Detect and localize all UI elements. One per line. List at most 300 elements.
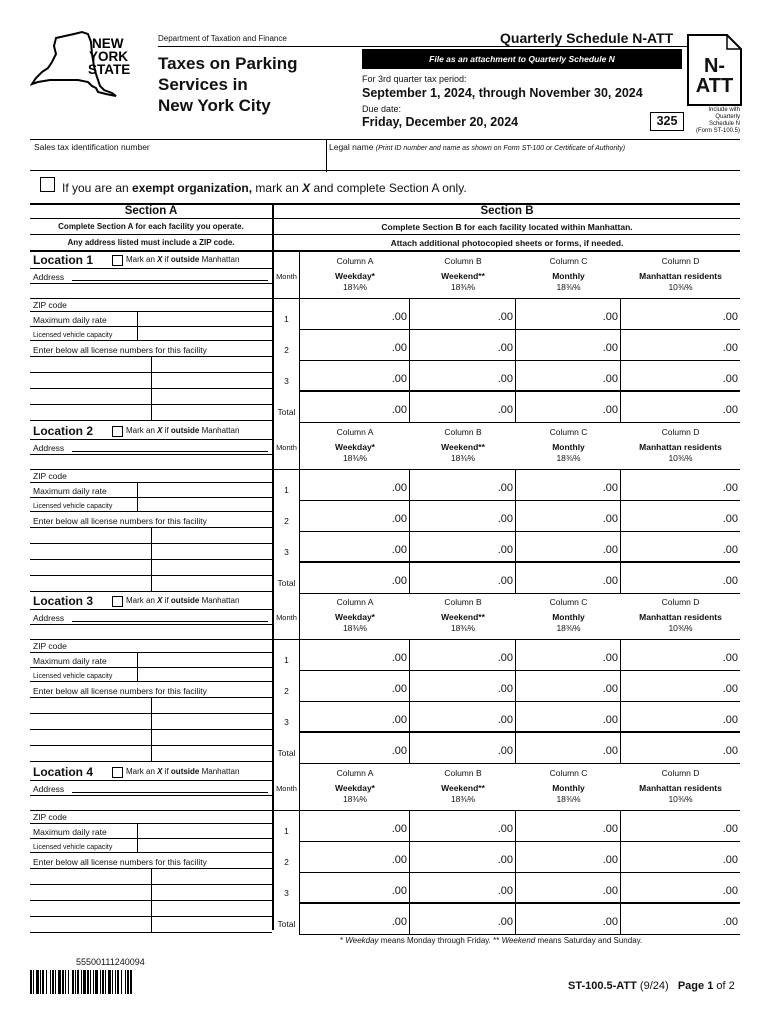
- outside-label-bold: outside: [170, 255, 200, 264]
- license-number-row[interactable]: [30, 698, 272, 714]
- amount-cell[interactable]: .00: [621, 532, 740, 563]
- period-label: For 3rd quarter tax period:: [362, 74, 467, 84]
- column-name: Column A: [336, 597, 374, 607]
- column-name: Column B: [444, 427, 482, 437]
- max-daily-rate-field[interactable]: [30, 483, 272, 498]
- vehicle-capacity-label: Licensed vehicle capacity: [33, 673, 113, 680]
- address-label: Address: [33, 443, 65, 453]
- barcode-bar: [55, 970, 56, 994]
- barcode-bar: [125, 970, 126, 994]
- outside-label-mid: if: [162, 596, 171, 605]
- barcode-bar: [90, 970, 91, 994]
- month-label: 2: [274, 842, 300, 873]
- max-daily-rate-input[interactable]: [137, 653, 138, 667]
- barcode-bar: [40, 970, 41, 994]
- outside-manhattan-checkbox[interactable]: [112, 426, 123, 437]
- column-rate: 18⅜%: [450, 794, 476, 804]
- amount-cell[interactable]: .00: [410, 671, 516, 702]
- barcode-bar: [112, 970, 113, 994]
- column-type: Manhattan residents: [639, 612, 722, 622]
- month-row: [274, 532, 740, 563]
- exempt-text-suffix: and complete Section A only.: [310, 181, 467, 195]
- column-rate: 10⅜%: [668, 794, 693, 804]
- barcode-bar: [77, 970, 79, 994]
- amount-cell[interactable]: .00: [410, 733, 516, 764]
- footnote-weekday-def: means Monday through Friday.: [378, 936, 494, 945]
- column-header: [621, 592, 740, 640]
- license-row-divider: [151, 544, 152, 560]
- vehicle-capacity-field[interactable]: [30, 327, 272, 341]
- column-header: [621, 763, 740, 811]
- attachment-banner: File as an attachment to Quarterly Schedule N: [362, 49, 682, 69]
- barcode-bar: [130, 970, 132, 994]
- footnote-weekend-def: means Saturday and Sunday.: [535, 936, 643, 945]
- column-header: [410, 763, 516, 811]
- max-daily-rate-field[interactable]: [30, 312, 272, 327]
- outside-label-suffix: Manhattan: [199, 426, 240, 435]
- barcode-bar: [62, 970, 64, 994]
- month-row: [274, 702, 740, 733]
- column-rate: 10⅜%: [668, 623, 693, 633]
- address-field-line-2[interactable]: [30, 625, 272, 639]
- license-row-divider: [151, 576, 152, 592]
- amount-cell[interactable]: .00: [621, 640, 740, 671]
- column-type: Manhattan residents: [639, 442, 722, 452]
- footnote-weekday: Weekday: [345, 936, 379, 945]
- amount-cell[interactable]: .00: [300, 532, 410, 563]
- location-title: Location 3: [33, 594, 94, 608]
- amount-cell[interactable]: .00: [621, 299, 740, 330]
- outside-label-bold: outside: [170, 767, 200, 776]
- month-label: 2: [274, 501, 300, 532]
- exempt-text-x: X: [302, 181, 311, 195]
- column-header: [300, 592, 410, 640]
- license-row-divider: [151, 885, 152, 901]
- barcode-bar: [121, 970, 122, 994]
- barcode-bar: [95, 970, 98, 994]
- column-type: Weekend**: [441, 442, 485, 452]
- month-label: 2: [274, 330, 300, 361]
- vehicle-capacity-field[interactable]: [30, 498, 272, 512]
- barcode-bar: [46, 970, 47, 994]
- include-note-line-1: Include with: [708, 107, 740, 113]
- max-daily-rate-field[interactable]: [30, 653, 272, 668]
- license-note-label: Enter below all license numbers for this facility: [33, 345, 207, 355]
- license-note-label: Enter below all license numbers for this facility: [33, 686, 207, 696]
- month-label: 1: [274, 470, 300, 501]
- license-row-divider: [151, 917, 152, 933]
- corner-label-line-1: N-: [703, 55, 726, 77]
- location-block: [30, 763, 740, 934]
- address-label: Address: [33, 613, 65, 623]
- amount-cell[interactable]: .00: [300, 470, 410, 501]
- max-daily-rate-label: Maximum daily rate: [33, 315, 107, 325]
- header-rule: [158, 46, 688, 47]
- amount-cell[interactable]: .00: [300, 811, 410, 842]
- legal-name-label: Legal name: [329, 142, 374, 152]
- column-rate: 18⅜%: [556, 453, 581, 463]
- barcode-bar: [83, 970, 86, 994]
- schedule-title: Quarterly Schedule N-ATT: [500, 30, 674, 46]
- form-revision: (9/24): [636, 980, 669, 992]
- column-rate: 18⅜%: [556, 623, 581, 633]
- vehicle-capacity-field[interactable]: [30, 839, 272, 853]
- address-field[interactable]: [30, 780, 272, 796]
- footnote-weekend: Weekend: [501, 936, 536, 945]
- column-header: [300, 422, 410, 470]
- month-header: Month: [274, 251, 300, 299]
- barcode-bar: [30, 970, 32, 994]
- zip-code-field[interactable]: [30, 298, 272, 312]
- section-b-instruction-2: Attach additional photocopied sheets or forms, if needed.: [274, 234, 740, 251]
- license-row-divider: [151, 730, 152, 746]
- address-label: Address: [33, 272, 65, 282]
- amount-cell[interactable]: .00: [410, 501, 516, 532]
- license-row-divider: [151, 405, 152, 421]
- section-b-instruction-1: Complete Section B for each facility located within Manhattan.: [274, 218, 740, 235]
- vehicle-capacity-input[interactable]: [137, 327, 138, 340]
- license-number-row[interactable]: [30, 730, 272, 746]
- location-section-b: [274, 251, 740, 422]
- column-type: Manhattan residents: [639, 271, 722, 281]
- zip-code-field[interactable]: [30, 469, 272, 483]
- amount-cell[interactable]: .00: [516, 470, 621, 501]
- outside-manhattan-checkbox[interactable]: [112, 767, 123, 778]
- amount-cell[interactable]: .00: [516, 392, 621, 423]
- month-row: [274, 501, 740, 532]
- license-number-row[interactable]: [30, 869, 272, 885]
- month-header: Month: [274, 763, 300, 811]
- amount-cell[interactable]: .00: [410, 640, 516, 671]
- form-id: ST-100.5-ATT: [568, 980, 637, 992]
- outside-manhattan-label: [126, 426, 239, 435]
- license-number-row[interactable]: [30, 576, 272, 592]
- location-section-a: [30, 763, 272, 934]
- outside-label-prefix: Mark an: [126, 767, 158, 776]
- amount-cell[interactable]: .00: [516, 299, 621, 330]
- column-type: Weekday*: [334, 612, 375, 622]
- column-name: Column D: [661, 597, 700, 607]
- amount-cell[interactable]: .00: [621, 361, 740, 392]
- address-field[interactable]: [30, 439, 272, 455]
- page-number: 1: [707, 980, 714, 992]
- barcode-bar: [36, 970, 39, 994]
- vehicle-capacity-field[interactable]: [30, 668, 272, 682]
- barcode-bar: [33, 970, 34, 994]
- license-number-row[interactable]: [30, 901, 272, 917]
- month-row: [274, 299, 740, 330]
- license-number-row[interactable]: [30, 528, 272, 544]
- amount-cell[interactable]: .00: [621, 811, 740, 842]
- max-daily-rate-input[interactable]: [137, 824, 138, 838]
- section-b-title: Section B: [274, 203, 740, 218]
- vehicle-capacity-input[interactable]: [137, 498, 138, 511]
- column-header: [516, 251, 621, 299]
- column-name: Column C: [549, 597, 588, 607]
- license-number-row[interactable]: [30, 885, 272, 901]
- amount-cell[interactable]: .00: [621, 501, 740, 532]
- amount-cell[interactable]: .00: [621, 330, 740, 361]
- column-type: Weekday*: [334, 442, 375, 452]
- amount-cell[interactable]: .00: [621, 392, 740, 423]
- vehicle-capacity-label: Licensed vehicle capacity: [33, 844, 113, 851]
- amount-cell[interactable]: .00: [621, 702, 740, 733]
- amount-cell[interactable]: .00: [516, 501, 621, 532]
- barcode-bar: [65, 970, 66, 994]
- column-rate: 18⅜%: [450, 453, 476, 463]
- total-label: Total: [274, 392, 300, 423]
- exempt-text-prefix: If you are an: [62, 181, 133, 195]
- outside-manhattan-checkbox[interactable]: [112, 596, 123, 607]
- column-header: [621, 251, 740, 299]
- amount-cell[interactable]: .00: [621, 873, 740, 904]
- vehicle-capacity-input[interactable]: [137, 839, 138, 852]
- license-row-divider: [151, 389, 152, 405]
- month-row: [274, 330, 740, 361]
- max-daily-rate-input[interactable]: [137, 483, 138, 497]
- license-row-divider: [151, 869, 152, 885]
- amount-cell[interactable]: .00: [621, 904, 740, 935]
- due-date-label: Due date:: [362, 104, 402, 114]
- amount-cell[interactable]: .00: [300, 392, 410, 423]
- address-field[interactable]: [30, 268, 272, 284]
- amount-cell[interactable]: .00: [516, 361, 621, 392]
- column-name: Column B: [444, 256, 482, 266]
- outside-label-x: X: [157, 596, 163, 605]
- column-type: Manhattan residents: [639, 783, 722, 793]
- barcode-bar: [87, 970, 89, 994]
- license-number-row[interactable]: [30, 373, 272, 389]
- column-rate: 18⅜%: [556, 282, 581, 292]
- logo-text-line-1: NEW: [92, 36, 124, 51]
- license-number-row[interactable]: [30, 544, 272, 560]
- include-note: [688, 107, 740, 135]
- column-type: Weekday*: [334, 271, 375, 281]
- column-type: Monthly: [552, 783, 585, 793]
- amount-cell[interactable]: .00: [300, 501, 410, 532]
- new-york-state-logo: [30, 30, 155, 98]
- max-daily-rate-label: Maximum daily rate: [33, 656, 107, 666]
- amount-cell[interactable]: .00: [300, 733, 410, 764]
- amount-cell[interactable]: .00: [516, 330, 621, 361]
- license-number-row[interactable]: [30, 714, 272, 730]
- amount-cell[interactable]: .00: [410, 873, 516, 904]
- vehicle-capacity-label: Licensed vehicle capacity: [33, 503, 113, 510]
- amount-cell[interactable]: .00: [516, 532, 621, 563]
- column-header: [410, 251, 516, 299]
- amount-cell[interactable]: .00: [410, 532, 516, 563]
- license-row-divider: [151, 746, 152, 762]
- column-name: Column D: [661, 768, 700, 778]
- amount-cell[interactable]: .00: [410, 392, 516, 423]
- title-line-2: Services in: [158, 75, 248, 94]
- amount-cell[interactable]: .00: [300, 842, 410, 873]
- sales-tax-id-field[interactable]: Sales tax identification number: [34, 142, 150, 152]
- amount-cell[interactable]: .00: [410, 470, 516, 501]
- month-row: [274, 842, 740, 873]
- location-block: [30, 592, 740, 763]
- max-daily-rate-input[interactable]: [137, 312, 138, 326]
- column-header: [621, 422, 740, 470]
- amount-cell[interactable]: .00: [410, 361, 516, 392]
- column-type: Weekend**: [441, 612, 485, 622]
- zip-code-field[interactable]: [30, 810, 272, 824]
- column-type: Weekday*: [334, 783, 375, 793]
- barcode-bar: [72, 970, 74, 994]
- location-title: Location 4: [33, 765, 94, 779]
- outside-label-mid: if: [162, 426, 171, 435]
- amount-cell[interactable]: .00: [300, 563, 410, 594]
- month-label: 3: [274, 873, 300, 904]
- location-block: [30, 251, 740, 422]
- include-note-line-2: Quarterly: [715, 114, 740, 120]
- location-section-a: [30, 592, 272, 763]
- outside-label-x: X: [157, 255, 163, 264]
- barcode-bar: [102, 970, 104, 994]
- amount-cell[interactable]: .00: [516, 563, 621, 594]
- amount-cell[interactable]: .00: [516, 904, 621, 935]
- column-name: Column D: [661, 427, 700, 437]
- amount-cell[interactable]: .00: [621, 470, 740, 501]
- max-daily-rate-field[interactable]: [30, 824, 272, 839]
- total-row: [274, 733, 740, 764]
- total-row: [274, 563, 740, 594]
- amount-cell[interactable]: .00: [410, 299, 516, 330]
- amount-cell[interactable]: .00: [621, 842, 740, 873]
- amount-cell[interactable]: .00: [300, 330, 410, 361]
- license-note-label: Enter below all license numbers for this facility: [33, 857, 207, 867]
- location-section-b: [274, 592, 740, 763]
- column-name: Column C: [549, 427, 588, 437]
- amount-cell[interactable]: .00: [410, 811, 516, 842]
- amount-cell[interactable]: .00: [410, 904, 516, 935]
- license-number-row[interactable]: [30, 560, 272, 576]
- license-number-row[interactable]: [30, 389, 272, 405]
- license-row-divider: [151, 560, 152, 576]
- column-header: [516, 763, 621, 811]
- section-a-instruction-1: Complete Section A for each facility you operate.: [30, 218, 272, 235]
- column-rate: 18⅜%: [342, 794, 368, 804]
- barcode-bar: [105, 970, 106, 994]
- barcode-number: 55500111240094: [76, 957, 145, 967]
- amount-cell[interactable]: .00: [516, 671, 621, 702]
- outside-label-prefix: Mark an: [126, 255, 158, 264]
- license-row-divider: [151, 357, 152, 373]
- amount-cell[interactable]: .00: [516, 733, 621, 764]
- include-note-line-3: Schedule N: [708, 121, 740, 127]
- amount-cell[interactable]: .00: [621, 733, 740, 764]
- amount-cell[interactable]: .00: [410, 842, 516, 873]
- address-line: [72, 621, 268, 622]
- due-date: Friday, December 20, 2024: [362, 115, 519, 129]
- amount-cell[interactable]: .00: [300, 640, 410, 671]
- address-field[interactable]: [30, 609, 272, 625]
- outside-label-mid: if: [162, 767, 171, 776]
- outside-label-bold: outside: [170, 426, 200, 435]
- license-number-row[interactable]: [30, 746, 272, 762]
- license-number-row[interactable]: [30, 917, 272, 933]
- barcode-bar: [50, 970, 51, 994]
- license-number-row[interactable]: [30, 405, 272, 421]
- license-row-divider: [151, 528, 152, 544]
- exempt-organization-checkbox[interactable]: [40, 177, 55, 192]
- amount-cell[interactable]: .00: [621, 563, 740, 594]
- page-prefix: Page: [677, 980, 708, 992]
- amount-cell[interactable]: .00: [516, 702, 621, 733]
- outside-label-x: X: [157, 767, 163, 776]
- column-name: Column A: [336, 768, 374, 778]
- month-row: [274, 671, 740, 702]
- outside-label-x: X: [157, 426, 163, 435]
- barcode-bar: [127, 970, 129, 994]
- month-label: 3: [274, 361, 300, 392]
- amount-cell[interactable]: .00: [300, 299, 410, 330]
- exempt-text-bold: exempt organization,: [132, 181, 253, 195]
- month-label: 2: [274, 671, 300, 702]
- amount-cell[interactable]: .00: [516, 811, 621, 842]
- month-row: [274, 361, 740, 392]
- column-header: [410, 422, 516, 470]
- license-note: [30, 341, 272, 357]
- id-row-divider: [326, 140, 327, 172]
- barcode-bar: [93, 970, 94, 994]
- column-name: Column A: [336, 427, 374, 437]
- amount-cell[interactable]: .00: [516, 842, 621, 873]
- column-type: Weekend**: [441, 271, 485, 281]
- barcode-bar: [117, 970, 119, 994]
- zip-code-label: ZIP code: [33, 300, 67, 310]
- amount-cell[interactable]: .00: [410, 563, 516, 594]
- amount-cell[interactable]: .00: [621, 671, 740, 702]
- outside-manhattan-checkbox[interactable]: [112, 255, 123, 266]
- month-label: 1: [274, 640, 300, 671]
- address-field-line-2[interactable]: [30, 455, 272, 469]
- amount-cell[interactable]: .00: [516, 640, 621, 671]
- amount-cell[interactable]: .00: [300, 873, 410, 904]
- amount-cell[interactable]: .00: [300, 702, 410, 733]
- month-row: [274, 873, 740, 904]
- location-section-b: [274, 422, 740, 593]
- location-title: Location 1: [33, 253, 94, 267]
- amount-cell[interactable]: .00: [300, 904, 410, 935]
- max-daily-rate-label: Maximum daily rate: [33, 827, 107, 837]
- license-row-divider: [151, 714, 152, 730]
- exempt-organization-text: [62, 181, 467, 195]
- address-field-line-2[interactable]: [30, 796, 272, 810]
- barcode-bar: [52, 970, 54, 994]
- column-rate: 18⅜%: [342, 282, 368, 292]
- address-field-line-2[interactable]: [30, 284, 272, 298]
- amount-cell[interactable]: .00: [410, 330, 516, 361]
- outside-label-bold: outside: [170, 596, 200, 605]
- amount-cell[interactable]: .00: [300, 671, 410, 702]
- column-rate: 10⅜%: [668, 282, 693, 292]
- amount-cell[interactable]: .00: [516, 873, 621, 904]
- tax-period: September 1, 2024, through November 30, 2024: [362, 86, 643, 100]
- department-name: Department of Taxation and Finance: [158, 34, 287, 43]
- legal-name-field[interactable]: [329, 142, 625, 152]
- column-header: [300, 763, 410, 811]
- amount-cell[interactable]: .00: [410, 702, 516, 733]
- location-section-b: [274, 763, 740, 934]
- amount-cell[interactable]: .00: [300, 361, 410, 392]
- license-number-row[interactable]: [30, 357, 272, 373]
- outside-label-suffix: Manhattan: [199, 255, 240, 264]
- location-title: Location 2: [33, 424, 94, 438]
- vehicle-capacity-input[interactable]: [137, 668, 138, 681]
- form-number-box: 325: [650, 112, 684, 131]
- zip-code-field[interactable]: [30, 639, 272, 653]
